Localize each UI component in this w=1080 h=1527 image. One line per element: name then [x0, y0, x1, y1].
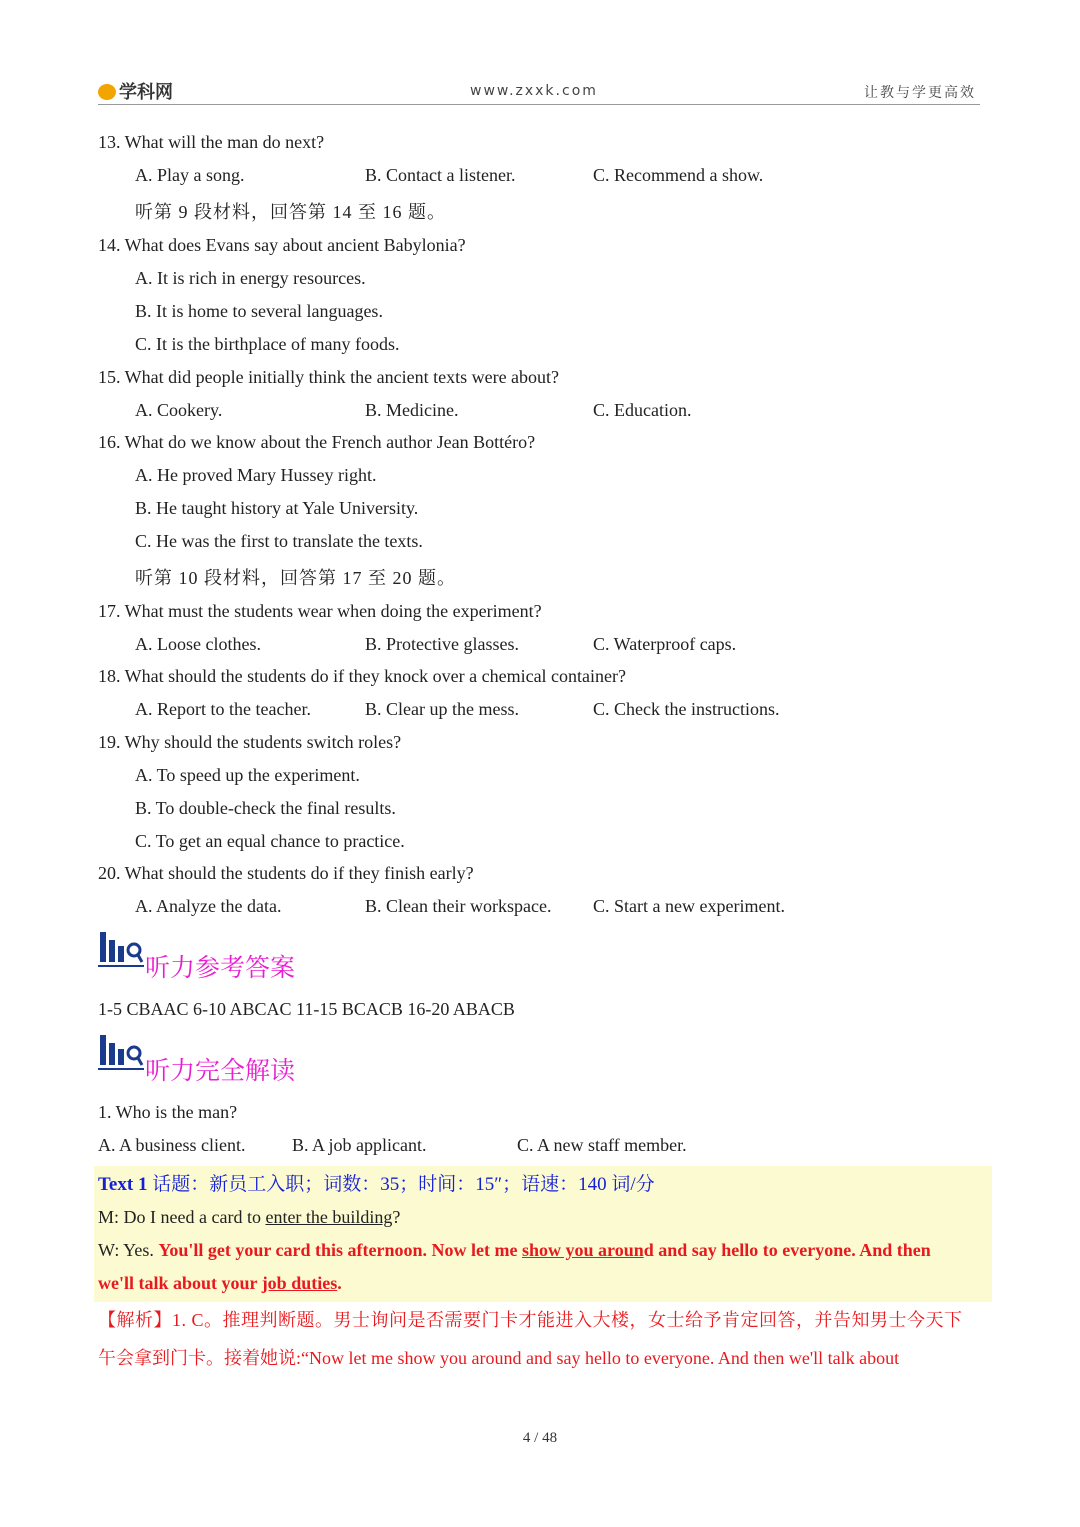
q18-option-a: A. Report to the teacher. [135, 699, 311, 719]
w-end: . [337, 1273, 342, 1293]
listening-section-icon [98, 930, 144, 970]
w-underlined-2: job duties [261, 1273, 338, 1293]
question-17-stem: 17. What must the students wear when doing the experiment? [98, 601, 542, 621]
w-red-2: d and say hello to everyone. And then [643, 1240, 931, 1260]
section-note-9: 听第 9 段材料，回答第 14 至 16 题。 [135, 202, 446, 222]
question-18-stem: 18. What should the students do if they knock over a chemical container? [98, 666, 627, 686]
logo-text: 学科网 [119, 82, 173, 103]
m-underlined: enter the building [265, 1207, 393, 1227]
q19-option-c: C. To get an equal chance to practice. [135, 831, 405, 851]
page-number: 4 / 48 [522, 1430, 558, 1446]
q20-option-c: C. Start a new experiment. [593, 896, 785, 916]
q16-option-c: C. He was the first to translate the texts. [135, 531, 423, 551]
q17-option-c: C. Waterproof caps. [593, 634, 737, 654]
question-13-stem: 13. What will the man do next? [98, 132, 325, 152]
section-note-10: 听第 10 段材料，回答第 17 至 20 题。 [135, 568, 456, 588]
text1-label: Text 1 [98, 1174, 148, 1195]
q14-option-b: B. It is home to several languages. [135, 301, 383, 321]
m-suffix: ? [392, 1207, 401, 1227]
q1-option-a: A. A business client. [98, 1135, 246, 1155]
site-url: www.zxxk.com [470, 83, 598, 99]
explanation-line-2: 午会拿到门卡。接着她说:“Now let me show you around and say hello to everyone. And then we'll talk about [98, 1348, 900, 1368]
q20-option-b: B. Clean their workspace. [365, 896, 552, 916]
question-14-stem: 14. What does Evans say about ancient Babylonia? [98, 235, 466, 255]
logo-icon [98, 84, 116, 100]
q16-option-b: B. He taught history at Yale University. [135, 498, 419, 518]
q1-option-c: C. A new staff member. [517, 1135, 687, 1155]
q19-option-a: A. To speed up the experiment. [135, 765, 360, 785]
w-underlined-1: show you aroun [522, 1240, 644, 1260]
q1-option-b: B. A job applicant. [292, 1135, 427, 1155]
q13-option-b: B. Contact a listener. [365, 165, 516, 185]
question-19-stem: 19. Why should the students switch roles? [98, 732, 402, 752]
answers-section-title: 听力参考答案 [145, 953, 296, 982]
transcript-line-m [98, 1207, 400, 1228]
analysis-section-icon [98, 1033, 144, 1073]
q19-option-b: B. To double-check the final results. [135, 798, 396, 818]
text1-meta: 话题：新员工入职；词数：35；时间：15″；语速：140 词/分 [152, 1174, 655, 1195]
w-red-3: we'll talk about your [98, 1273, 262, 1293]
q14-option-a: A. It is rich in energy resources. [135, 268, 366, 288]
analysis-section-title: 听力完全解读 [145, 1056, 296, 1085]
q15-option-b: B. Medicine. [365, 400, 459, 420]
q15-option-a: A. Cookery. [135, 400, 223, 420]
q13-option-c: C. Recommend a show. [593, 165, 764, 185]
q13-option-a: A. Play a song. [135, 165, 245, 185]
question-1-stem: 1. Who is the man? [98, 1102, 238, 1122]
transcript-line-w2 [98, 1273, 342, 1294]
q17-option-a: A. Loose clothes. [135, 634, 261, 654]
explanation-line-1: 【解析】1. C。推理判断题。男士询问是否需要门卡才能进入大楼，女士给予肯定回答，并告知男士今天下 [98, 1310, 963, 1330]
site-slogan: 让教与学更高效 [864, 85, 976, 101]
answer-key: 1-5 CBAAC 6-10 ABCAC 11-15 BCACB 16-20 ABACB [98, 999, 515, 1019]
question-20-stem: 20. What should the students do if they finish early? [98, 863, 474, 883]
question-16-stem: 16. What do we know about the French author Jean Bottéro? [98, 432, 536, 452]
q16-option-a: A. He proved Mary Hussey right. [135, 465, 377, 485]
q18-option-b: B. Clear up the mess. [365, 699, 519, 719]
transcript-line-w1 [98, 1240, 931, 1261]
q17-option-b: B. Protective glasses. [365, 634, 519, 654]
w-red-1: You'll get your card this afternoon. Now let me [158, 1240, 522, 1260]
q15-option-c: C. Education. [593, 400, 692, 420]
q18-option-c: C. Check the instructions. [593, 699, 780, 719]
question-15-stem: 15. What did people initially think the ancient texts were about? [98, 367, 560, 387]
w-prefix: W: Yes. [98, 1240, 159, 1260]
q14-option-c: C. It is the birthplace of many foods. [135, 334, 400, 354]
q20-option-a: A. Analyze the data. [135, 896, 282, 916]
site-logo [98, 78, 173, 104]
text1-header [98, 1169, 655, 1196]
m-prefix: M: Do I need a card to [98, 1207, 266, 1227]
